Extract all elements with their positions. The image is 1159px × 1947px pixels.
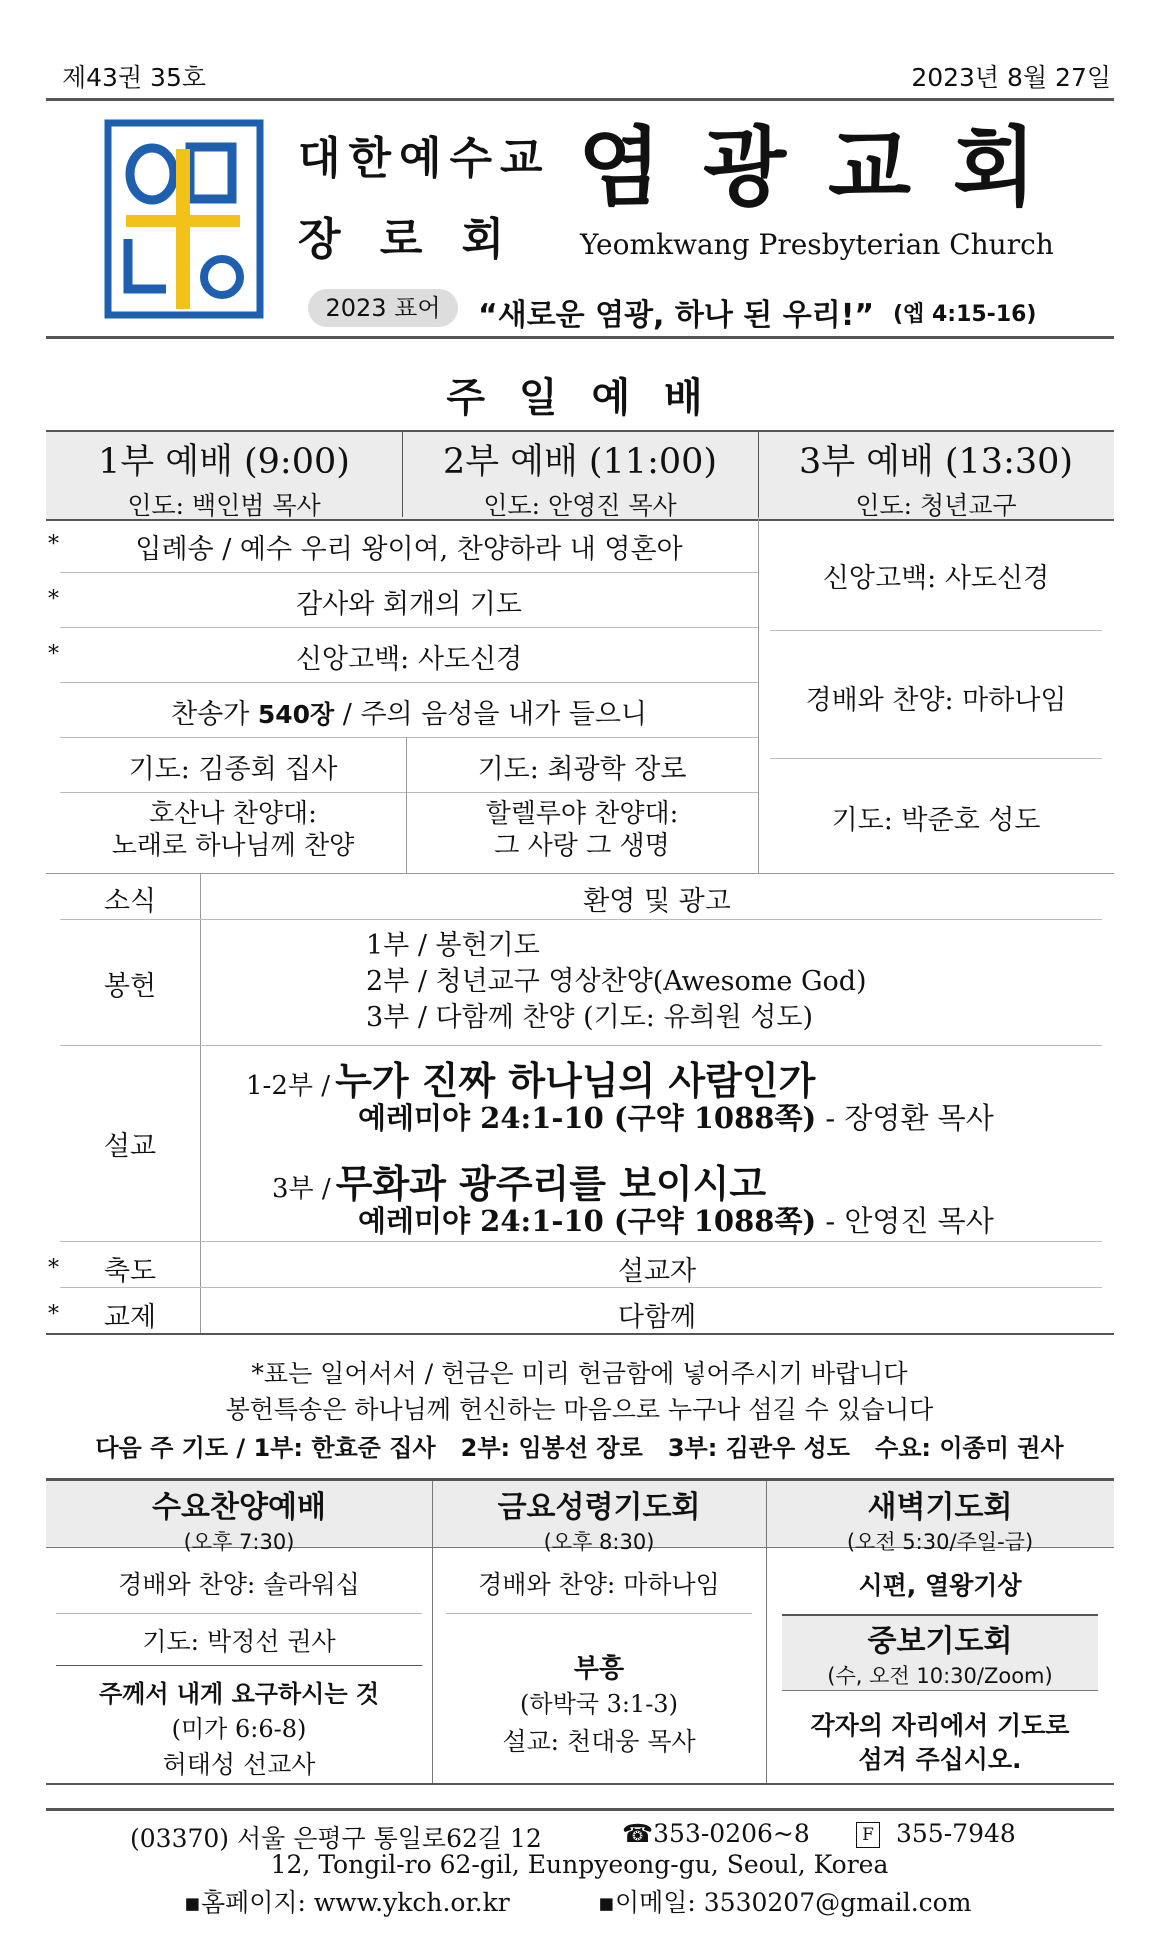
note-special-offering: 봉헌특송은 하나님께 헌신하는 마음으로 누구나 섬길 수 있습니다 [225, 1395, 934, 1424]
church-name-en: Yeomkwang Presbyterian Church [580, 228, 1054, 261]
creed-left: 신앙고백: 사도신경 [295, 644, 523, 675]
fellowship-value: 다함께 [617, 1302, 697, 1333]
church-logo [104, 119, 264, 319]
intercession-service [766, 1616, 1114, 1690]
standing-mark-1: * [48, 532, 59, 557]
service-2-leader: 인도: 안영진 목사 [483, 491, 677, 520]
praise-right: 경배와 찬양: 마하나임 [805, 685, 1067, 716]
denomination-line1: 대한예수교 [298, 133, 551, 184]
dawn-service [766, 1482, 1114, 1556]
fri-service [432, 1482, 766, 1556]
sermon-1-ref [358, 1096, 994, 1137]
wed-praise: 경배와 찬양: 솔라워십 [118, 1570, 360, 1599]
news-value: 환영 및 광고 [583, 886, 731, 917]
benediction-value: 설교자 [617, 1256, 697, 1287]
issue-number: 제43권 35호 [62, 63, 207, 92]
prayer-2: 기도: 최광학 장로 [477, 754, 687, 785]
choir-1 [60, 798, 406, 862]
choir-2-name: 할렐루야 찬양대: [485, 799, 679, 829]
address-en: 12, Tongil-ro 62-gil, Eunpyeong-gu, Seoul, Korea [270, 1850, 889, 1879]
creed-right: 신앙고백: 사도신경 [822, 563, 1050, 594]
standing-mark-3: * [48, 642, 59, 667]
motto: “새로운 염광, 하나 된 우리!” [478, 298, 875, 333]
sermon-2-preacher: - 안영진 목사 [825, 1204, 994, 1238]
fri-praise: 경배와 찬양: 마하나임 [478, 1570, 720, 1599]
standing-mark-4: * [48, 1256, 59, 1281]
service-3-name: 3부 예배 (13:30) [798, 442, 1074, 482]
service-1-name: 1부 예배 (9:00) [98, 442, 350, 482]
church-name: 염 광 교 회 [578, 118, 1043, 218]
hymn-number: 540장 [257, 700, 335, 729]
choir-2 [406, 798, 758, 862]
phone: ☎353-0206~8 [622, 1819, 810, 1848]
wed-sermon-title: 주께서 내게 요구하시는 것 [98, 1680, 380, 1708]
wed-service [46, 1482, 432, 1556]
choir-2-song: 그 사랑 그 생명 [494, 831, 670, 861]
service-2-name: 2부 예배 (11:00) [442, 442, 718, 482]
fri-sermon-title: 부흥 [573, 1654, 625, 1684]
sermon-2-part: 3부 / [272, 1174, 331, 1204]
denomination-line2: 장 로 회 [298, 214, 517, 265]
sermon-2-ref [358, 1199, 994, 1240]
service-1 [46, 430, 402, 522]
prayer-confession: 감사와 회개의 기도 [296, 589, 522, 620]
wed-time: (오후 7:30) [183, 1530, 295, 1554]
service-1-leader: 인도: 백인범 목사 [127, 491, 321, 520]
address: (03370) 서울 은평구 통일로62길 12 [130, 1824, 542, 1853]
fellowship-label: 교제 [103, 1302, 157, 1333]
service-3 [758, 430, 1114, 522]
offering-label: 봉헌 [103, 971, 157, 1002]
wed-preacher: 허태성 선교사 [162, 1750, 316, 1779]
wed-sermon-ref: (미가 6:6-8) [171, 1715, 307, 1743]
hymn-prefix: 찬송가 [170, 699, 250, 730]
issue-date: 2023년 8월 27일 [911, 63, 1111, 92]
homepage-link[interactable]: ▪홈페이지: www.ykch.or.kr [184, 1888, 510, 1917]
service-2 [402, 430, 758, 522]
fri-sermon-ref: (하박국 3:1-3) [520, 1690, 678, 1718]
introit: 입례송 / 예수 우리 왕이여, 찬양하라 내 영혼아 [135, 534, 683, 565]
standing-mark-5: * [48, 1302, 59, 1327]
prayer-right: 기도: 박준호 성도 [831, 805, 1041, 836]
fri-title: 금요성령기도회 [497, 1490, 701, 1525]
sermon-1-part: 1-2부 / [246, 1071, 331, 1101]
dawn-title: 새벽기도회 [867, 1490, 1013, 1525]
sermon-1-title: 누가 진짜 하나님의 사람인가 [335, 1059, 816, 1103]
offering-line-2: 2부 / 청년교구 영상찬양(Awesome God) [366, 966, 867, 997]
choir-1-song: 노래로 하나님께 찬양 [111, 831, 355, 861]
intercession-title: 중보기도회 [867, 1624, 1013, 1659]
offering-list [366, 928, 867, 1036]
email-link[interactable]: ▪이메일: 3530207@gmail.com [598, 1888, 972, 1917]
intercession-line-1: 각자의 자리에서 기도로 [810, 1711, 1070, 1740]
offering-line-3: 3부 / 다함께 찬양 (기도: 유희원 성도) [366, 1002, 813, 1033]
sermon-2-text: 예레미야 24:1-10 (구약 1088쪽) [358, 1204, 817, 1238]
news-label: 소식 [103, 886, 157, 917]
fax: 355-7948 [896, 1819, 1016, 1848]
top-rule [46, 98, 1114, 101]
offering-line-1: 1부 / 봉헌기도 [366, 930, 540, 961]
hymn [60, 692, 758, 731]
sermon-1-text: 예레미야 24:1-10 (구약 1088쪽) [358, 1101, 817, 1135]
fax-icon: F [856, 1822, 880, 1848]
wed-prayer: 기도: 박정선 권사 [142, 1627, 336, 1656]
fri-time: (오후 8:30) [543, 1530, 655, 1554]
fri-preacher: 설교: 천대웅 목사 [502, 1727, 696, 1756]
benediction-label: 축도 [103, 1256, 157, 1287]
next-week-prayer: 다음 주 기도 / 1부: 한효준 집사 2부: 임봉선 장로 3부: 김관우 성도 수요: 이종미 권사 [95, 1434, 1064, 1462]
wed-title: 수요찬양예배 [152, 1490, 326, 1525]
masthead-rule [46, 336, 1114, 339]
motto-reference: (엡 4:15-16) [893, 302, 1037, 327]
sermon-2-title: 무화과 광주리를 보이시고 [335, 1162, 767, 1206]
prayer-1: 기도: 김종회 집사 [128, 754, 338, 785]
service-3-leader: 인도: 청년교구 [855, 491, 1017, 520]
intercession-time: (수, 오전 10:30/Zoom) [827, 1664, 1053, 1688]
note-standing: *표는 일어서서 / 헌금은 미리 헌금함에 넣어주시기 바랍니다 [251, 1359, 908, 1388]
intercession-line-2: 섬겨 주십시오. [858, 1745, 1022, 1774]
motto-label: 2023 표어 [308, 289, 458, 327]
sermon-label: 설교 [103, 1131, 157, 1162]
hymn-title: / 주의 음성을 내가 들으니 [342, 699, 648, 730]
standing-mark-2: * [48, 587, 59, 612]
dawn-time: (오전 5:30/주일-금) [846, 1530, 1034, 1554]
sermon-1-preacher: - 장영환 목사 [825, 1101, 994, 1135]
worship-title: 주 일 예 배 [446, 375, 713, 421]
choir-1-name: 호산나 찬양대: [149, 799, 317, 829]
dawn-text: 시편, 열왕기상 [858, 1571, 1022, 1600]
